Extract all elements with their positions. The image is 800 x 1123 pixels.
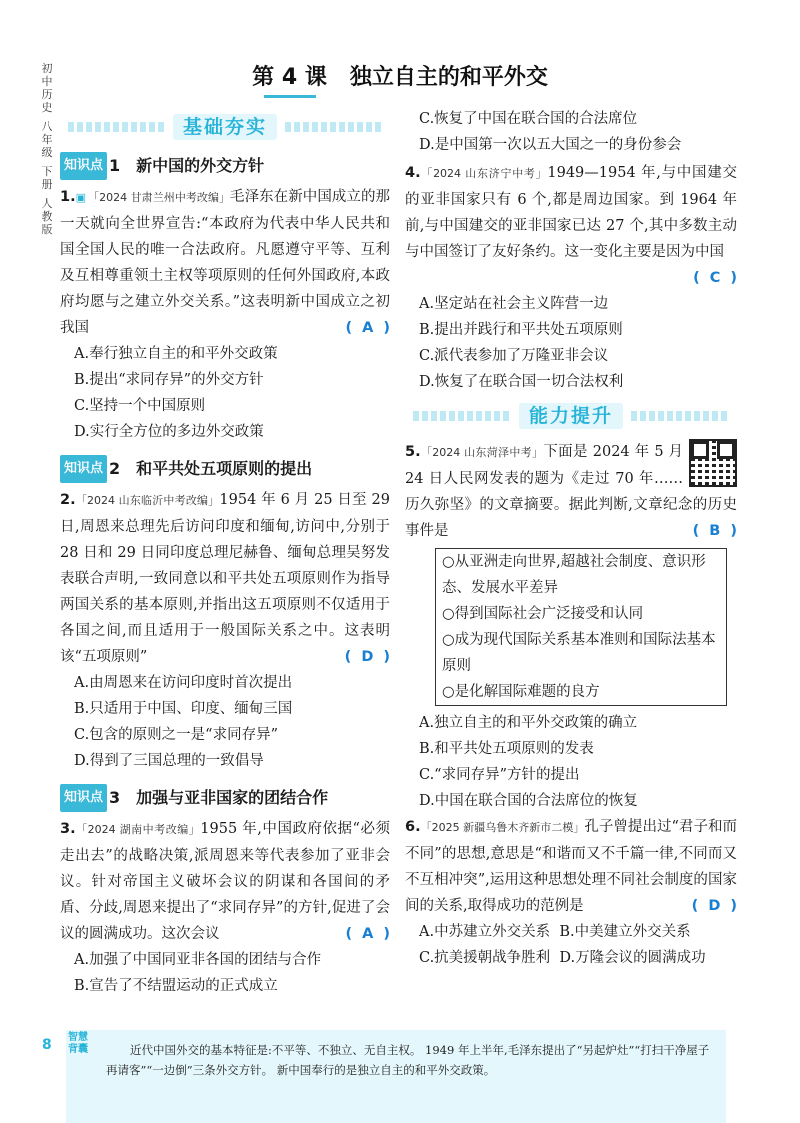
q1-option: A.奉行独立自主的和平外交政策 xyxy=(74,346,278,362)
box-line: ○成为现代国际关系基本准则和国际法基本原则 xyxy=(442,632,716,674)
q6-option: D.万隆会议的圆满成功 xyxy=(559,950,706,966)
page-number: 8 xyxy=(42,1037,52,1053)
answer-2: ( D ) xyxy=(344,649,390,665)
side-tab-char: 级 xyxy=(41,146,53,159)
box-line: ○从亚洲走向世界,超越社会制度、意识形态、发展水平差异 xyxy=(442,554,706,596)
question-5: 5.「2024 山东菏泽中考」下面是 2024 年 5 月 24 日人民网发表的题为《走过 70 年……历久弥坚》的文章摘要。据此判断,文章纪念的历史事件是 ( B ) xyxy=(405,439,737,544)
q5-option: C.“求同存异”方针的提出 xyxy=(419,767,580,783)
question-1: 1.▣ 「2024 甘肃兰州中考改编」毛泽东在新中国成立的那一天就向全世界宣告:“本政府为代表中华人民共和国全国人民的唯一合法政府。凡愿遵守平等、互利及互相尊重领土主权等项原则的任何外国政府,本政府均愿与之建立外交关系。”这表明新中国成立之初我国 ( A ) xyxy=(60,184,390,341)
q1-option: B.提出“求同存异”的外交方针 xyxy=(74,372,264,388)
q6-option-row xyxy=(405,945,737,971)
side-tab-char: 中 xyxy=(41,75,53,88)
q4-option: D.恢复了在联合国一切合法权利 xyxy=(419,374,624,390)
quote-box xyxy=(435,548,727,706)
q3-option: D.是中国第一次以五大国之一的身份参会 xyxy=(419,137,682,153)
q3-option: C.恢复了中国在联合国的合法席位 xyxy=(419,111,638,127)
q4-option: C.派代表参加了万隆亚非会议 xyxy=(419,348,609,364)
q4-option: A.坚定站在社会主义阵营一边 xyxy=(419,296,609,312)
video-icon: ▣ xyxy=(75,191,87,204)
q2-option: A.由周恩来在访问印度时首次提出 xyxy=(74,675,293,691)
q6-option: A.中苏建立外交关系 xyxy=(419,924,551,940)
answer-6: ( D ) xyxy=(691,898,737,914)
answer-1: ( A ) xyxy=(345,320,390,336)
tip-badge: 智慧背囊 xyxy=(68,1032,88,1055)
box-line: ○得到国际社会广泛接受和认同 xyxy=(442,606,644,622)
side-tab-char: 人 xyxy=(41,197,53,210)
knowledge-point-1: 知识点 1 新中国的外交方针 xyxy=(60,152,390,180)
title-underline xyxy=(264,95,316,98)
q5-option: A.独立自主的和平外交政策的确立 xyxy=(419,715,638,731)
question-6: 6.「2025 新疆乌鲁木齐新市二模」孔子曾提出过“君子和而不同”的思想,意思是“和谐而又不千篇一律,不同而又不互相冲突”,运用这种思想处理不同社会制度的国家间的关系,取得成功的范例是 ( D ) xyxy=(405,814,737,919)
page-title: 第 4 课 独立自主的和平外交 xyxy=(252,65,548,90)
q6-option-row xyxy=(405,919,737,945)
q6-option: B.中美建立外交关系 xyxy=(559,924,691,940)
q2-option: C.包含的原则之一是“求同存异” xyxy=(74,727,279,743)
qr-code-icon[interactable] xyxy=(689,439,737,487)
banner-advanced: 能力提升 xyxy=(405,401,737,431)
side-tab-char: 下 xyxy=(41,165,53,178)
question-3: 3.「2024 湖南中考改编」1955 年,中国政府依据“必须走出去”的战略决策,派周恩来等代表参加了亚非会议。针对帝国主义破坏会议的阴谋和各国间的矛盾、分歧,周恩来提出了“求同存异”的方针,促进了会议的圆满成功。这次会议 ( A ) xyxy=(60,816,390,947)
answer-5: ( B ) xyxy=(692,523,737,539)
side-tab-char: 教 xyxy=(41,210,53,223)
side-tab-char: 版 xyxy=(41,223,53,236)
q1-option: C.坚持一个中国原则 xyxy=(74,398,206,414)
footer-tip-box xyxy=(66,1030,726,1123)
side-tab-char: 历 xyxy=(41,88,53,101)
knowledge-point-2: 知识点 2 和平共处五项原则的提出 xyxy=(60,455,390,483)
q5-option: B.和平共处五项原则的发表 xyxy=(419,741,594,757)
right-column xyxy=(405,106,737,971)
side-tab-char: 史 xyxy=(41,101,53,114)
question-4: 4.「2024 山东济宁中考」1949—1954 年,与中国建交的亚非国家只有 6 个,都是周边国家。到 1964 年前,与中国建交的亚非国家已达 27 个,其中多数主动与中国签订了友好条约。这一变化主要是因为中国 ( C ) xyxy=(405,165,737,286)
q6-option: C.抗美援朝战争胜利 xyxy=(419,950,551,966)
q2-option: B.只适用于中国、印度、缅甸三国 xyxy=(74,701,293,717)
answer-3: ( A ) xyxy=(345,926,390,942)
side-tab-char: 册 xyxy=(41,178,53,191)
question-2: 2.「2024 山东临沂中考改编」1954 年 6 月 25 日至 29 日,周恩来总理先后访问印度和缅甸,访问中,分别于 28 日和 29 日同印度总理尼赫鲁、缅甸总理吴努发表联合声明,一致同意以和平共处五项原则作为指导两国关系的基本原则,并指出这五项原则不仅适用于各国之间,而且适用于一般国际关系之中。这表明该“五项原则” ( D ) xyxy=(60,487,390,670)
side-tab-char: 八 xyxy=(41,120,53,133)
q1-option: D.实行全方位的多边外交政策 xyxy=(74,424,264,440)
side-tab-char: 初 xyxy=(41,62,53,75)
answer-4: ( C ) xyxy=(693,270,737,286)
side-tab-char: 年 xyxy=(41,133,53,146)
banner-basic: 基础夯实 xyxy=(60,112,390,142)
q4-option: B.提出并践行和平共处五项原则 xyxy=(419,322,623,338)
q5-option: D.中国在联合国的合法席位的恢复 xyxy=(419,793,638,809)
q3-option: B.宣告了不结盟运动的正式成立 xyxy=(74,978,278,994)
footer-text: 近代中国外交的基本特征是:不平等、不独立、无自主权。 1949 年上半年,毛泽东提出了“另起炉灶”“打扫干净屋子再请客”“一边倒”三条外交方针。 新中国奉行的是独立自主的和平外交政策。 xyxy=(106,1043,710,1077)
left-column xyxy=(60,110,390,999)
q2-option: D.得到了三国总理的一致倡导 xyxy=(74,753,264,769)
box-line: ○是化解国际难题的良方 xyxy=(442,684,600,700)
knowledge-point-3: 知识点 3 加强与亚非国家的团结合作 xyxy=(60,784,390,812)
q3-option: A.加强了中国同亚非各国的团结与合作 xyxy=(74,952,322,968)
